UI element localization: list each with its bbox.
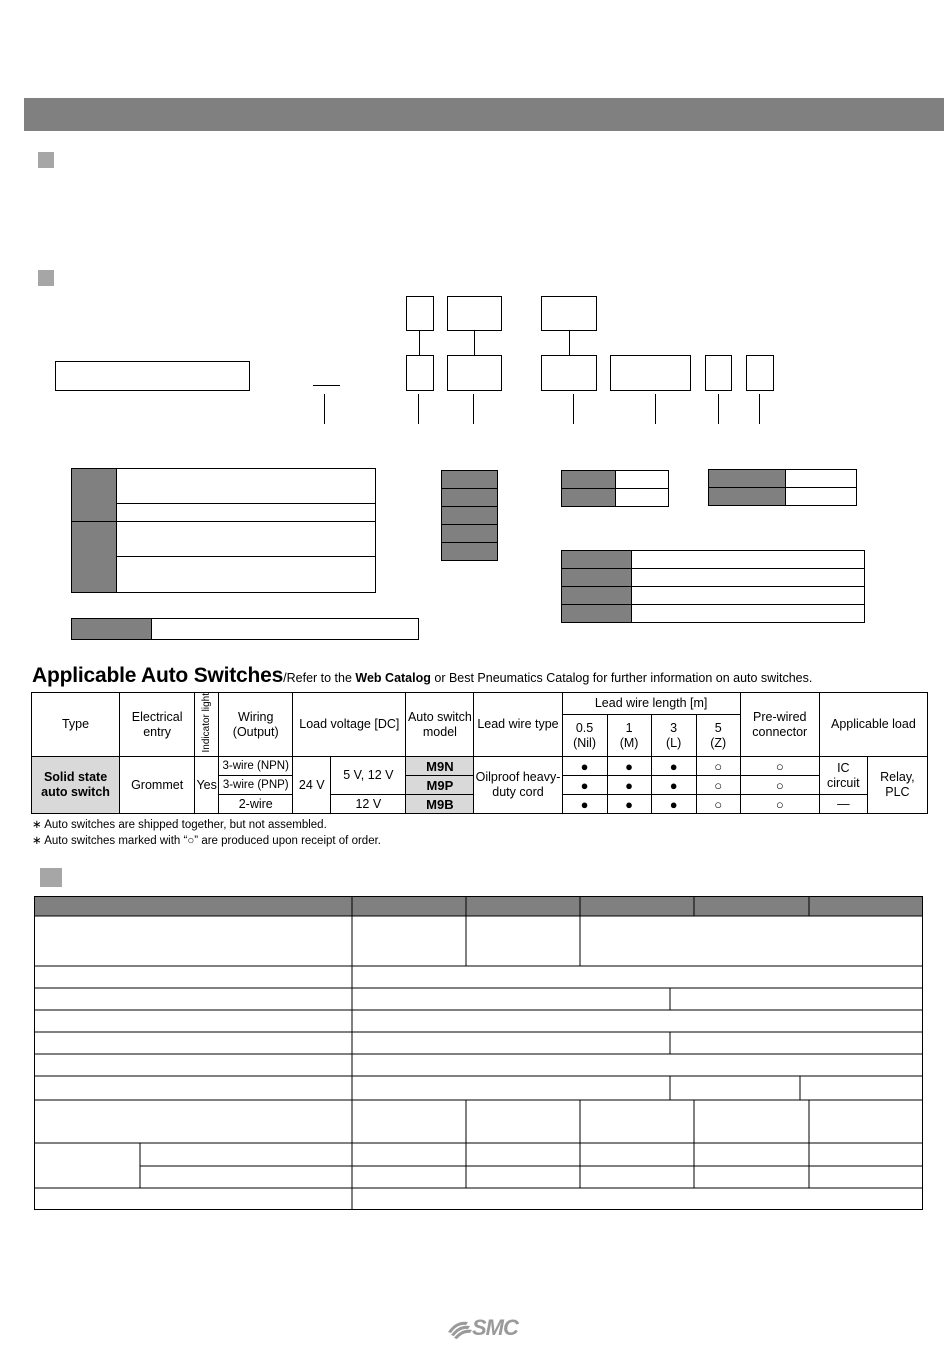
option-key-cell <box>561 470 616 489</box>
header-len-5 <box>696 715 740 757</box>
web-catalog-link[interactable]: Web Catalog <box>355 671 431 685</box>
cell-model: M9P <box>406 776 474 795</box>
len-code: (Nil) <box>573 735 597 750</box>
cell-pre-wired: ○ <box>740 776 819 795</box>
section-title: Applicable Auto Switches <box>32 664 284 687</box>
code-box <box>541 355 597 391</box>
cell-wiring: 2-wire <box>219 795 293 814</box>
len-code: (M) <box>619 735 639 750</box>
option-value-cell <box>116 556 376 593</box>
option-box <box>447 296 502 331</box>
len-value: 0.5 <box>575 720 594 735</box>
option-key-cell <box>561 568 632 587</box>
cell-pre-wired: ○ <box>740 757 819 776</box>
cell-model: M9N <box>406 757 474 776</box>
cell-len-05: ● <box>562 795 607 814</box>
option-value-cell <box>615 470 669 489</box>
subtitle-prefix: /Refer to the <box>283 671 356 685</box>
cell-indicator: Yes <box>195 757 219 814</box>
cell-len-05: ● <box>562 776 607 795</box>
leader-line <box>718 394 719 424</box>
len-value: 5 <box>714 720 722 735</box>
header-len-05 <box>562 715 607 757</box>
leader-line <box>473 394 474 424</box>
cell-lead-wire-type: Oilproof heavy-duty cord <box>474 757 562 814</box>
cell-len-5: ○ <box>696 757 740 776</box>
leader-line <box>655 394 656 424</box>
header-load-voltage: Load voltage [DC] <box>293 693 406 757</box>
cell-len-3: ● <box>651 776 696 795</box>
spec-header-row <box>34 896 923 916</box>
option-key-cell <box>71 468 117 522</box>
section-marker <box>40 868 62 887</box>
code-box <box>447 355 502 391</box>
option-box <box>406 296 434 331</box>
option-key-cell <box>71 618 152 640</box>
option-box <box>541 296 597 331</box>
option-value-cell <box>631 568 865 587</box>
smc-logo <box>446 1316 524 1340</box>
option-key-cell <box>561 604 632 623</box>
option-value-cell <box>116 503 376 522</box>
option-key-cell <box>708 487 786 506</box>
cell-len-1: ● <box>607 776 651 795</box>
cell-pre-wired: ○ <box>740 795 819 814</box>
header-indicator-label: Indicator light <box>201 693 213 753</box>
code-box <box>610 355 691 391</box>
header-indicator-light <box>195 693 219 757</box>
len-code: (L) <box>666 735 682 750</box>
cell-len-5: ○ <box>696 776 740 795</box>
len-code: (Z) <box>710 735 727 750</box>
option-key-cell <box>561 488 616 507</box>
specifications-table <box>34 896 923 1210</box>
applicable-switches-heading <box>32 664 812 688</box>
cell-wiring: 3-wire (PNP) <box>219 776 293 795</box>
header-model: Auto switch model <box>406 693 474 757</box>
subtitle-suffix: or Best Pneumatics Catalog for further information on auto switches. <box>430 671 813 685</box>
option-value-cell <box>116 521 376 557</box>
option-key-cell <box>561 586 632 605</box>
header-lead-wire-length: Lead wire length [m] <box>562 693 740 715</box>
logo-text: SMC <box>472 1315 518 1340</box>
code-box <box>746 355 774 391</box>
cell-load-ic: IC circuit <box>819 757 867 795</box>
leader-line <box>569 331 570 355</box>
leader-line <box>418 394 419 424</box>
option-key-cell <box>441 524 498 543</box>
option-value-cell <box>785 487 857 506</box>
option-key-cell <box>441 542 498 561</box>
len-value: 1 <box>625 720 633 735</box>
cell-model: M9B <box>406 795 474 814</box>
option-value-cell <box>151 618 419 640</box>
header-lead-wire-type: Lead wire type <box>474 693 562 757</box>
auto-switch-table <box>31 692 928 814</box>
leader-line <box>324 394 325 424</box>
option-value-cell <box>116 468 376 504</box>
option-key-cell <box>441 488 498 507</box>
cell-len-05: ● <box>562 757 607 776</box>
option-key-cell <box>441 470 498 489</box>
cell-len-1: ● <box>607 757 651 776</box>
code-box <box>705 355 732 391</box>
header-type: Type <box>32 693 120 757</box>
section-marker <box>38 152 54 168</box>
header-bar <box>24 98 944 131</box>
cell-load: — <box>819 795 867 814</box>
option-value-cell <box>631 550 865 569</box>
header-electrical-entry: Electrical entry <box>120 693 195 757</box>
leader-line <box>474 331 475 355</box>
cell-len-5: ○ <box>696 795 740 814</box>
dash-line <box>313 385 340 386</box>
leader-line <box>759 394 760 424</box>
cell-wiring: 3-wire (NPN) <box>219 757 293 776</box>
header-len-1 <box>607 715 651 757</box>
header-wiring: Wiring (Output) <box>219 693 293 757</box>
option-key-cell <box>561 550 632 569</box>
section-marker <box>38 270 54 286</box>
model-box <box>55 361 250 391</box>
header-pre-wired: Pre-wired connector <box>740 693 819 757</box>
len-value: 3 <box>670 720 678 735</box>
header-len-3 <box>651 715 696 757</box>
header-applicable-load: Applicable load <box>819 693 927 757</box>
cell-voltage-24: 24 V <box>293 757 331 814</box>
option-value-cell <box>631 604 865 623</box>
cell-len-1: ● <box>607 795 651 814</box>
cell-load-relay: Relay, PLC <box>867 757 927 814</box>
cell-len-3: ● <box>651 757 696 776</box>
footnote: ∗ Auto switches marked with “○” are produced upon receipt of order. <box>32 835 381 847</box>
option-key-cell <box>71 521 117 593</box>
cell-len-3: ● <box>651 795 696 814</box>
leader-line <box>573 394 574 424</box>
leader-line <box>419 331 420 355</box>
option-key-cell <box>708 469 786 488</box>
cell-voltage: 12 V <box>331 795 406 814</box>
footnote: ∗ Auto switches are shipped together, but not assembled. <box>32 819 327 831</box>
cell-voltage: 5 V, 12 V <box>331 757 406 795</box>
option-value-cell <box>785 469 857 488</box>
option-value-cell <box>615 488 669 507</box>
option-key-cell <box>441 506 498 525</box>
cell-electrical-entry: Grommet <box>120 757 195 814</box>
cell-type: Solid state auto switch <box>32 757 120 814</box>
code-box <box>406 355 434 391</box>
option-value-cell <box>631 586 865 605</box>
